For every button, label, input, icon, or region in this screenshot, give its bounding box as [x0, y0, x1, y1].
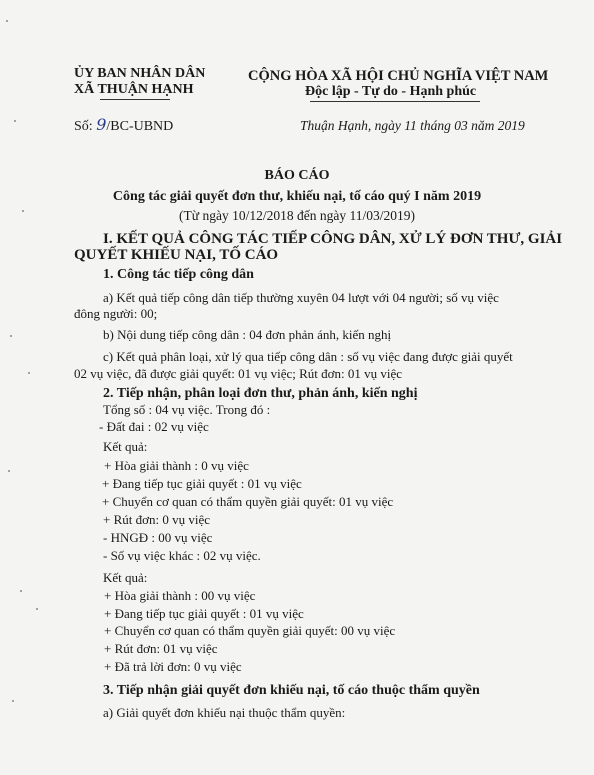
- scan-speck: [12, 700, 14, 702]
- motto-underline: [310, 101, 480, 102]
- list-item: + Chuyển cơ quan có thẩm quyền giải quyết: 00 vụ việc: [104, 623, 396, 638]
- org-name-line2: XÃ THUẬN HẠNH: [74, 82, 194, 97]
- section-1-heading-line1: I. KẾT QUẢ CÔNG TÁC TIẾP CÔNG DÂN, XỬ LÝ ĐƠN THƯ, GIẢI: [103, 231, 563, 247]
- list-item: + Đã trả lời đơn: 0 vụ việc: [104, 659, 242, 674]
- report-period: (Từ ngày 10/12/2018 đến ngày 11/03/2019): [179, 208, 415, 223]
- para-a-line2: đông người: 00;: [74, 306, 158, 321]
- org-name-line1: ỦY BAN NHÂN DÂN: [74, 66, 206, 81]
- para-a-line1: a) Kết quả tiếp công dân tiếp thường xuyên 04 lượt với 04 người; số vụ việc: [103, 290, 499, 305]
- scan-speck: [28, 372, 30, 374]
- para-c-line1: c) Kết quả phân loại, xử lý qua tiếp công dân : số vụ việc đang được giải quyết: [103, 349, 513, 364]
- subsection-1-title: 1. Công tác tiếp công dân: [103, 267, 254, 282]
- scan-speck: [20, 590, 22, 592]
- list-item: - Số vụ việc khác : 02 vụ việc.: [103, 548, 261, 563]
- para-b: b) Nội dung tiếp công dân : 04 đơn phản ánh, kiến nghị: [103, 327, 392, 342]
- para-c-line2: 02 vụ việc, đã được giải quyết: 01 vụ việc; Rút đơn: 01 vụ việc: [74, 366, 403, 381]
- report-subtitle: Công tác giải quyết đơn thư, khiếu nại, tố cáo quý I năm 2019: [112, 189, 482, 204]
- org-underline: [100, 99, 170, 100]
- place-date: Thuận Hạnh, ngày 11 tháng 03 năm 2019: [300, 118, 525, 133]
- list-item: + Hòa giải thành : 00 vụ việc: [104, 588, 256, 603]
- subsection-2-title: 2. Tiếp nhận, phân loại đơn thư, phản ánh, kiến nghị: [103, 386, 418, 401]
- doc-number: [74, 117, 173, 134]
- scan-speck: [36, 608, 38, 610]
- list-item: Kết quả:: [103, 439, 148, 454]
- para-3a: a) Giải quyết đơn khiếu nại thuộc thẩm quyền:: [103, 705, 346, 720]
- doc-number-prefix: Số:: [74, 119, 97, 134]
- scan-speck: [10, 335, 12, 337]
- list-item: Tổng số : 04 vụ việc. Trong đó :: [103, 402, 271, 417]
- list-item: + Hòa giải thành : 0 vụ việc: [104, 458, 249, 473]
- scan-speck: [6, 20, 8, 22]
- list-item: + Rút đơn: 01 vụ việc: [104, 641, 218, 656]
- scan-speck: [14, 120, 16, 122]
- subsection-3-title: 3. Tiếp nhận giải quyết đơn khiếu nại, tố cáo thuộc thẩm quyền: [103, 683, 480, 698]
- motto: Độc lập - Tự do - Hạnh phúc: [305, 84, 477, 99]
- list-item: + Chuyển cơ quan có thẩm quyền giải quyết: 01 vụ việc: [102, 494, 394, 509]
- section-1-heading-line2: QUYẾT KHIẾU NẠI, TỐ CÁO: [74, 247, 279, 263]
- list-item: - HNGĐ : 00 vụ việc: [103, 530, 213, 545]
- list-item: Kết quả:: [103, 570, 148, 585]
- list-item: + Đang tiếp tục giải quyết : 01 vụ việc: [102, 476, 302, 491]
- list-item: + Rút đơn: 0 vụ việc: [103, 512, 211, 527]
- scan-speck: [8, 470, 10, 472]
- report-title: BÁO CÁO: [264, 168, 330, 183]
- country-name: CỘNG HÒA XÃ HỘI CHỦ NGHĨA VIỆT NAM: [248, 68, 549, 84]
- doc-number-suffix: /BC-UBND: [106, 119, 174, 134]
- list-item: - Đất đai : 02 vụ việc: [99, 419, 209, 434]
- doc-number-handwritten: 9: [96, 115, 107, 134]
- list-item: + Đang tiếp tục giải quyết : 01 vụ việc: [104, 606, 304, 621]
